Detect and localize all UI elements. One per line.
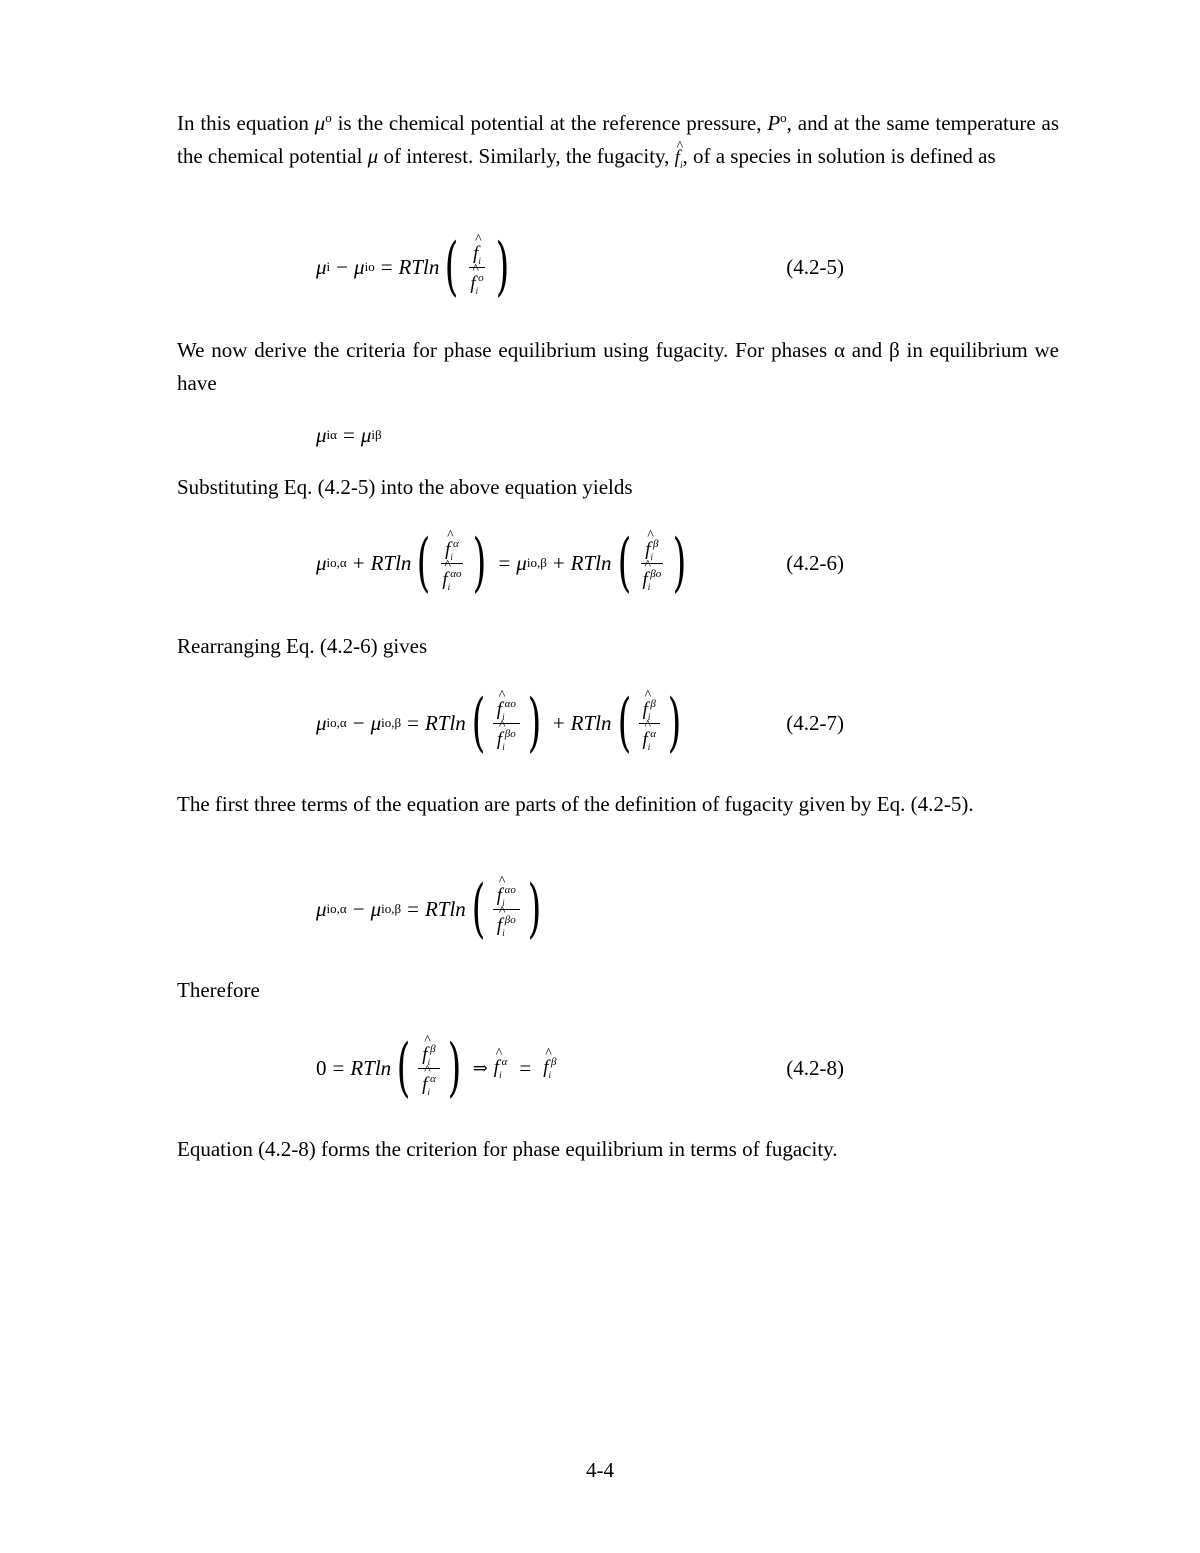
- paragraph-substituting: Substituting Eq. (4.2-5) into the above equation yields: [177, 475, 633, 499]
- mu-symbol: μ: [367, 144, 379, 168]
- fugacity-hat-f: ^ $f_i$: [675, 141, 683, 177]
- equation-4-2-5: μ i − μ i o = RTln ( ^ $f_i$ ^ $f_i^o$ ) (4.2-5): [316, 232, 1026, 302]
- degree-symbol: o: [325, 110, 332, 125]
- equation-4-2-8: 0 = RTln ( ^ $f_i^\beta$ ^ $f_i^\alpha$ ) ⇒ ^ $f_i^\alpha$ = ^ $f_i^\beta$ (4.2-8): [316, 1033, 1026, 1103]
- paragraph-rearranging: Rearranging Eq. (4.2-6) gives: [177, 634, 428, 658]
- equation-mu-equality: μ i α = μ i β: [316, 422, 382, 447]
- equation-standard-potential-difference: μ i o,α − μ i o,β = RTln ( ^ $f_i^{\alpha o}$ ^ $f_i^{\beta o}$ ): [316, 874, 547, 944]
- paragraph-therefore: Therefore: [177, 978, 260, 1002]
- paragraph-first-three-terms: The first three terms of the equation are parts of the definition of fugacity given by Eq. (4.2-5).: [177, 792, 974, 816]
- equation-number: (4.2-5): [786, 254, 844, 279]
- intro-text-a: In this equation: [177, 111, 309, 135]
- page-number: 4-4: [586, 1458, 614, 1482]
- paragraph-conclusion: Equation (4.2-8) forms the criterion for phase equilibrium in terms of fugacity.: [177, 1137, 838, 1161]
- equation-number: (4.2-7): [786, 710, 844, 735]
- equation-number: (4.2-8): [786, 1055, 844, 1080]
- paragraph-criteria: We now derive the criteria for phase equilibrium using fugacity. For phases α and β in equilibrium we have: [177, 338, 1059, 395]
- intro-text-b: is the chemical potential at the reference pressure,: [337, 111, 762, 135]
- implies-arrow-icon: ⇒: [472, 1057, 488, 1079]
- intro-text-d: of interest. Similarly, the fugacity,: [383, 144, 670, 168]
- intro-text-e: , of a species in solution is defined as: [682, 144, 996, 168]
- pressure-symbol: P: [767, 111, 781, 135]
- degree-symbol: o: [780, 110, 787, 125]
- equation-4-2-7: μ i o,α − μ i o,β = RTln ( ^ $f_i^{\alpha o}$ ^ $f_i^{\beta o}$ ) + RTln ( ^ $f_i^\beta$ ^ $f_i^\alpha$ ) (4.2-7): [316, 688, 1026, 758]
- equation-4-2-6: μ i o,α + RTln ( ^ $f_i^\alpha$ ^ $f_i^{\alpha o}$ ) = μ i o,β + RTln ( ^ $f_i^\beta$ ^ $f_i^{\beta o}$ ) (4.2-6): [316, 528, 1026, 598]
- mu-symbol: μ: [314, 111, 326, 135]
- intro-text-c: , and at the same temperature as the chemical potential: [177, 111, 1060, 168]
- equation-number: (4.2-6): [786, 550, 844, 575]
- paragraph-intro: [177, 107, 1059, 177]
